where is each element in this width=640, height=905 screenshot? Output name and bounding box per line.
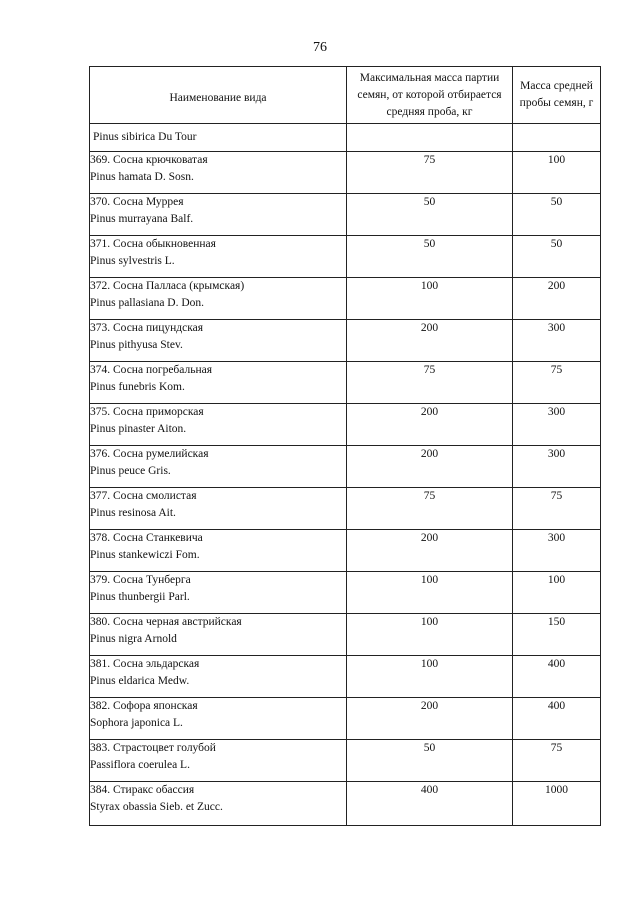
table-row xyxy=(90,152,601,194)
species-russian-name: 376. Сосна румелийская xyxy=(90,448,209,460)
max-lot-mass-value: 75 xyxy=(347,362,513,404)
table-row xyxy=(90,404,601,446)
max-lot-mass-value: 200 xyxy=(347,446,513,488)
sample-mass-value: 75 xyxy=(513,362,601,404)
species-latin-name: Pinus pithyusa Stev. xyxy=(90,339,183,351)
empty-cell xyxy=(513,124,601,152)
sample-mass-value: 100 xyxy=(513,152,601,194)
header-max-lot-mass xyxy=(347,67,513,124)
sample-mass-value: 300 xyxy=(513,446,601,488)
header-species-name: Наименование вида xyxy=(90,67,347,124)
max-lot-mass-value: 200 xyxy=(347,404,513,446)
genus-name: Pinus sibirica Du Tour xyxy=(90,124,347,152)
table-row xyxy=(90,782,601,826)
species-russian-name: 377. Сосна смолистая xyxy=(90,490,197,502)
seed-mass-table xyxy=(89,66,601,826)
species-russian-name: 374. Сосна погребальная xyxy=(90,364,213,376)
page-number: 76 xyxy=(313,40,327,55)
max-lot-mass-value: 75 xyxy=(347,488,513,530)
max-lot-mass-value: 200 xyxy=(347,698,513,740)
species-name-cell xyxy=(90,152,347,194)
species-russian-name: 371. Сосна обыкновенная xyxy=(90,238,216,250)
header-sample-mass xyxy=(513,67,601,124)
sample-mass-value: 75 xyxy=(513,488,601,530)
sample-mass-value: 150 xyxy=(513,614,601,656)
species-russian-name: 369. Сосна крючковатая xyxy=(90,154,208,166)
species-russian-name: 379. Сосна Тунберга xyxy=(90,574,191,586)
max-lot-mass-value: 400 xyxy=(347,782,513,826)
table-row xyxy=(90,488,601,530)
header-max-lot-mass-line: средняя проба, кг xyxy=(386,105,473,118)
table-row xyxy=(90,362,601,404)
table-row xyxy=(90,278,601,320)
table-row xyxy=(90,236,601,278)
header-sample-mass-line: Масса средней xyxy=(520,80,593,92)
max-lot-mass-value: 100 xyxy=(347,278,513,320)
species-name-cell xyxy=(90,320,347,362)
species-name-cell xyxy=(90,572,347,614)
sample-mass-value: 75 xyxy=(513,740,601,782)
table-header-row xyxy=(90,67,601,124)
max-lot-mass-value: 100 xyxy=(347,572,513,614)
species-russian-name: 382. Софора японская xyxy=(90,700,198,712)
header-max-lot-mass-line: семян, от которой отбирается xyxy=(357,88,502,101)
table-row xyxy=(90,614,601,656)
species-latin-name: Styrax obassia Sieb. et Zucc. xyxy=(90,801,223,813)
sample-mass-value: 50 xyxy=(513,194,601,236)
species-name-cell xyxy=(90,698,347,740)
species-latin-name: Pinus peuce Gris. xyxy=(90,465,171,477)
species-russian-name: 380. Сосна черная австрийская xyxy=(90,616,242,628)
sample-mass-value: 50 xyxy=(513,236,601,278)
header-sample-mass-line: пробы семян, г xyxy=(519,97,594,109)
species-russian-name: 384. Стиракс обассия xyxy=(90,784,195,796)
sample-mass-value: 1000 xyxy=(513,782,601,826)
species-latin-name: Pinus murrayana Balf. xyxy=(90,213,194,225)
species-name-cell xyxy=(90,782,347,826)
species-name-cell xyxy=(90,656,347,698)
table-row xyxy=(90,194,601,236)
species-latin-name: Sophora japonica L. xyxy=(90,717,183,729)
max-lot-mass-value: 50 xyxy=(347,194,513,236)
max-lot-mass-value: 200 xyxy=(347,530,513,572)
species-name-cell xyxy=(90,446,347,488)
species-name-cell xyxy=(90,404,347,446)
species-latin-name: Pinus sylvestris L. xyxy=(90,255,175,267)
sample-mass-value: 100 xyxy=(513,572,601,614)
species-name-cell xyxy=(90,194,347,236)
max-lot-mass-value: 100 xyxy=(347,614,513,656)
table-row xyxy=(90,740,601,782)
sample-mass-value: 400 xyxy=(513,656,601,698)
max-lot-mass-value: 50 xyxy=(347,740,513,782)
header-max-lot-mass-line: Максимальная масса партии xyxy=(359,71,500,84)
table-row xyxy=(90,320,601,362)
max-lot-mass-value: 75 xyxy=(347,152,513,194)
max-lot-mass-value: 100 xyxy=(347,656,513,698)
species-latin-name: Pinus funebris Kom. xyxy=(90,381,185,393)
species-russian-name: 370. Сосна Муррея xyxy=(90,196,184,208)
species-russian-name: 373. Сосна пицундская xyxy=(90,322,204,334)
sample-mass-value: 200 xyxy=(513,278,601,320)
genus-row xyxy=(90,124,601,152)
species-name-cell xyxy=(90,236,347,278)
species-latin-name: Pinus stankewiczi Fom. xyxy=(90,549,200,561)
species-latin-name: Pinus eldarica Medw. xyxy=(90,675,190,687)
species-russian-name: 381. Сосна эльдарская xyxy=(90,658,200,670)
species-latin-name: Passiflora coerulea L. xyxy=(90,759,190,771)
species-russian-name: 375. Сосна приморская xyxy=(90,406,204,418)
table-row xyxy=(90,656,601,698)
species-name-cell xyxy=(90,362,347,404)
max-lot-mass-value: 200 xyxy=(347,320,513,362)
species-latin-name: Pinus thunbergii Parl. xyxy=(90,591,190,603)
species-russian-name: 383. Страстоцвет голубой xyxy=(90,742,216,754)
species-latin-name: Pinus nigra Arnold xyxy=(90,633,177,645)
species-name-cell xyxy=(90,278,347,320)
table-row xyxy=(90,572,601,614)
species-russian-name: 378. Сосна Станкевича xyxy=(90,532,203,544)
species-name-cell xyxy=(90,740,347,782)
species-latin-name: Pinus resinosa Ait. xyxy=(90,507,176,519)
species-name-cell xyxy=(90,614,347,656)
table-row xyxy=(90,530,601,572)
sample-mass-value: 300 xyxy=(513,320,601,362)
table-row xyxy=(90,446,601,488)
species-latin-name: Pinus hamata D. Sosn. xyxy=(90,171,194,183)
species-latin-name: Pinus pinaster Aiton. xyxy=(90,423,187,435)
species-name-cell xyxy=(90,530,347,572)
table-row xyxy=(90,698,601,740)
max-lot-mass-value: 50 xyxy=(347,236,513,278)
sample-mass-value: 300 xyxy=(513,530,601,572)
sample-mass-value: 400 xyxy=(513,698,601,740)
species-name-cell xyxy=(90,488,347,530)
species-latin-name: Pinus pallasiana D. Don. xyxy=(90,297,205,309)
species-russian-name: 372. Сосна Палласа (крымская) xyxy=(90,280,245,292)
sample-mass-value: 300 xyxy=(513,404,601,446)
empty-cell xyxy=(347,124,513,152)
